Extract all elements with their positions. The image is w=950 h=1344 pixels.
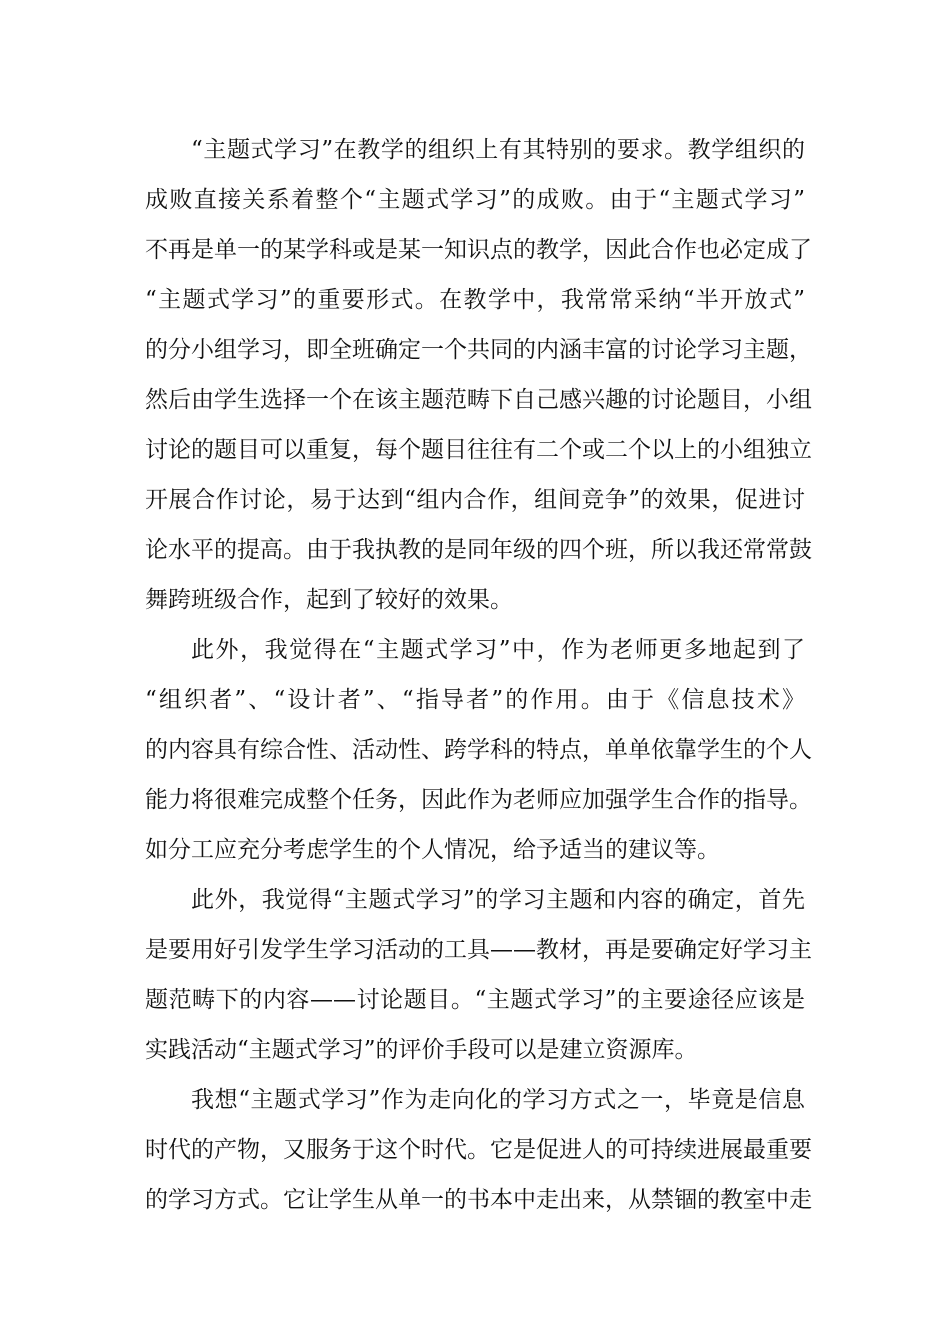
paragraph-4-line-2: 时代的产物，又服务于这个时代。它是促进人的可持续进展最重要 xyxy=(145,1137,812,1163)
paragraph-2-line-2: “组织者”、“设计者”、“指导者”的作用。由于《信息技术》 xyxy=(145,687,805,713)
paragraph-1-line-8: 开展合作讨论，易于达到“组内合作，组间竞争”的效果，促进讨 xyxy=(145,487,805,513)
paragraph-1-line-10: 舞跨班级合作，起到了较好的效果。 xyxy=(145,587,513,613)
paragraph-1-line-7: 讨论的题目可以重复，每个题目往往有二个或二个以上的小组独立 xyxy=(145,437,812,463)
paragraph-1-line-6: 然后由学生选择一个在该主题范畴下自己感兴趣的讨论题目，小组 xyxy=(145,387,812,413)
paragraph-1-line-2: 成败直接关系着整个“主题式学习”的成败。由于“主题式学习” xyxy=(145,187,805,213)
paragraph-1-line-5: 的分小组学习，即全班确定一个共同的内涵丰富的讨论学习主题， xyxy=(145,337,812,363)
paragraph-3-line-2: 是要用好引发学生学习活动的工具——教材，再是要确定好学习主 xyxy=(145,937,812,963)
paragraph-3-line-4: 实践活动“主题式学习”的评价手段可以是建立资源库。 xyxy=(145,1037,698,1063)
paragraph-4-line-1: 我想“主题式学习”作为走向化的学习方式之一，毕竟是信息 xyxy=(191,1087,805,1113)
paragraph-4-line-3: 的学习方式。它让学生从单一的书本中走出来，从禁锢的教室中走 xyxy=(145,1187,812,1213)
paragraph-2-line-1: 此外，我觉得在“主题式学习”中，作为老师更多地起到了 xyxy=(191,637,805,663)
paragraph-2-line-3: 的内容具有综合性、活动性、跨学科的特点，单单依靠学生的个人 xyxy=(145,737,812,763)
paragraph-2-line-4: 能力将很难完成整个任务，因此作为老师应加强学生合作的指导。 xyxy=(145,787,812,813)
paragraph-1-line-4: “主题式学习”的重要形式。在教学中，我常常采纳“半开放式” xyxy=(145,287,805,313)
paragraph-1-line-9: 论水平的提高。由于我执教的是同年级的四个班，所以我还常常鼓 xyxy=(145,537,812,563)
paragraph-3-line-1: 此外，我觉得“主题式学习”的学习主题和内容的确定，首先 xyxy=(191,887,805,913)
paragraph-2-line-5: 如分工应充分考虑学生的个人情况，给予适当的建议等。 xyxy=(145,837,720,863)
paragraph-1-line-1: “主题式学习”在教学的组织上有其特别的要求。教学组织的 xyxy=(191,137,805,163)
paragraph-3-line-3: 题范畴下的内容——讨论题目。“主题式学习”的主要途径应该是 xyxy=(145,987,805,1013)
paragraph-1-line-3: 不再是单一的某学科或是某一知识点的教学，因此合作也必定成了 xyxy=(145,237,812,263)
